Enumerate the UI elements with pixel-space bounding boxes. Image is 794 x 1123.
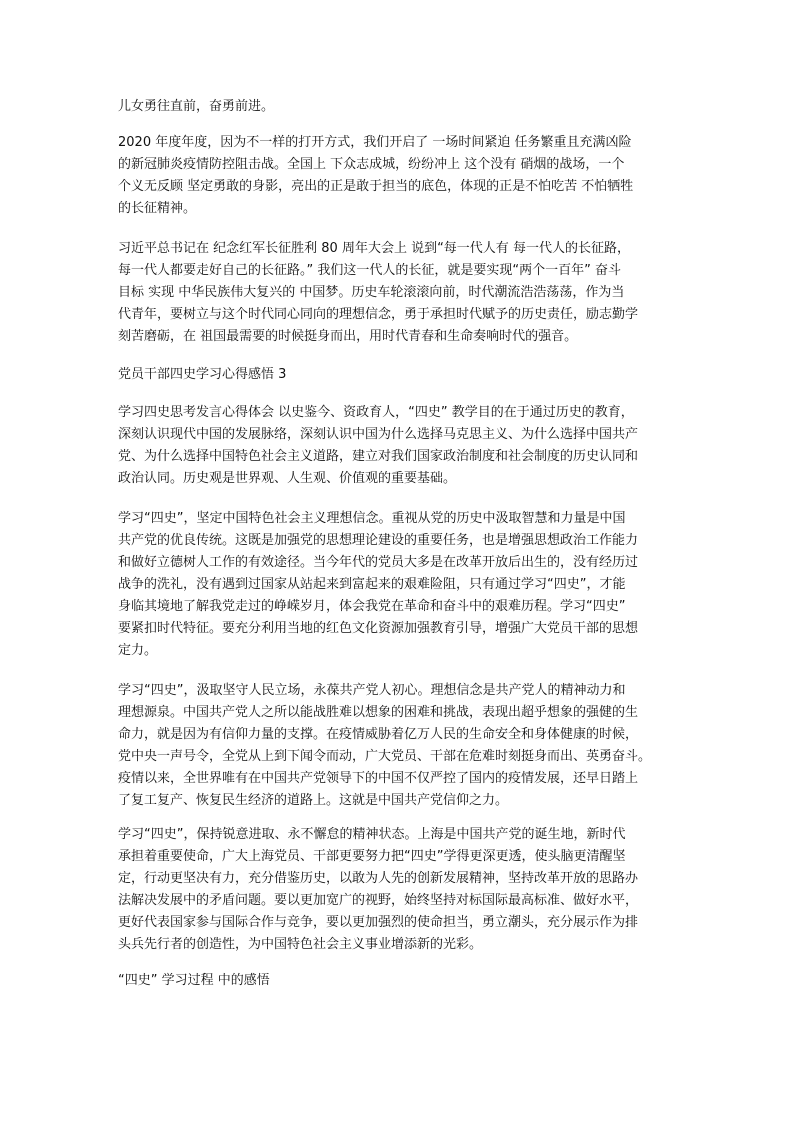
text-line: 法解决发展中的矛盾问题。要以更加宽广的视野，始终坚持对标国际最高标准、做好水平， — [118, 893, 639, 908]
paragraph-1 — [118, 96, 684, 118]
text-line: 身临其境地了解我党走过的峥嵘岁月，体会我党在革命和奋斗中的艰难历程。学习“四史” — [118, 599, 626, 614]
text-line: 更好代表国家参与国际合作与竞争，要以更加强烈的使命担当，勇立潮头，充分展示作为排 — [118, 915, 639, 930]
text-line: 个义无反顾 坚定勇敢的身影，亮出的正是敢于担当的底色，体现的正是不怕吃苦 不怕牺牲 — [118, 179, 634, 194]
text-line: 学习“四史”，保持锐意进取、永不懈怠的精神状态。上海是中国共产党的诞生地，新时代 — [118, 827, 626, 842]
text-line: 的长征精神。 — [118, 201, 197, 216]
text-line: 头兵先行者的创造性，为中国特色社会主义事业增添新的光彩。 — [118, 937, 483, 952]
text-line: 深刻认识现代中国的发展脉络，深刻认识中国为什么选择马克思主义、为什么选择中国共产 — [118, 427, 639, 442]
text-line: 疫情以来，全世界唯有在中国共产党领导下的中国不仅严控了国内的疫情发展，还早日踏上 — [118, 771, 639, 786]
text-line: 命力，就是因为有信仰力量的支撑。在疫情威胁着亿万人民的生命安全和身体健康的时候， — [118, 727, 639, 742]
text-line: 理想源泉。中国共产党人之所以能战胜难以想象的困难和挑战，表现出超乎想象的强健的生 — [118, 705, 639, 720]
text-line: 目标 实现 中华民族伟大复兴的 中国梦。历史车轮滚滚向前，时代潮流浩浩荡荡，作为当 — [118, 285, 625, 300]
heading-line: 党员干部四史学习心得感悟 3 — [118, 367, 287, 382]
text-line: 要紧扣时代特征。要充分利用当地的红色文化资源加强教育引导，增强广大党员干部的思想 — [118, 621, 639, 636]
text-line: 政治认同。历史观是世界观、人生观、价值观的重要基础。 — [118, 471, 457, 486]
text-line: 儿女勇往直前，奋勇前进。 — [118, 99, 275, 114]
text-line: 定力。 — [118, 643, 158, 658]
text-line: 共产党的优良传统。这既是加强党的思想理论建设的重要任务，也是增强思想政治工作能力 — [118, 533, 639, 548]
paragraph-6 — [118, 680, 684, 812]
text-line: 代青年，要树立与这个时代同心同向的理想信念，勇于承担时代赋予的历史责任，励志勤学 — [118, 307, 639, 322]
text-line: 学习四史思考发言心得体会 以史鉴今、资政育人，“四史” 教学目的在于通过历史的教育， — [118, 405, 634, 420]
paragraph-3 — [118, 238, 684, 348]
text-line: 每一代人都要走好自己的长征路。” 我们这一代人的长征，就是要实现“两个一百年” 奋斗 — [118, 263, 621, 278]
text-line: 2020 年度年度，因为不一样的打开方式，我们开启了 一场时间紧迫 任务繁重且充满凶险 — [118, 135, 632, 150]
text-line: 了复工复产、恢复民生经济的道路上。这就是中国共产党信仰之力。 — [118, 793, 509, 808]
text-line: 习近平总书记在 纪念红军长征胜利 80 周年大会上 说到“每一代人有 每一代人的长征路， — [118, 241, 630, 256]
paragraph-5 — [118, 508, 684, 662]
paragraph-7 — [118, 824, 684, 956]
text-line: 学习“四史”，汲取坚守人民立场，永葆共产党人初心。理想信念是共产党人的精神动力和 — [118, 683, 626, 698]
text-line: 党、为什么选择中国特色社会主义道路，建立对我们国家政治制度和社会制度的历史认同和 — [118, 449, 639, 464]
text-line: 党中央一声号令，全党从上到下闻令而动，广大党员、干部在危难时刻挺身而出、英勇奋斗。 — [118, 749, 652, 764]
text-line: 定，行动更坚决有力，充分借鉴历史，以敢为人先的创新发展精神，坚持改革开放的思路办 — [118, 871, 639, 886]
text-line: 的新冠肺炎疫情防控阻击战。全国上 下众志成城，纷纷冲上 这个没有 硝烟的战场，一个 — [118, 157, 625, 172]
paragraph-4 — [118, 402, 684, 490]
section-heading — [118, 364, 684, 386]
text-line: 学习“四史”，坚定中国特色社会主义理想信念。重视从党的历史中汲取智慧和力量是中国 — [118, 511, 626, 526]
text-line: 战争的洗礼，没有遇到过国家从站起来到富起来的艰难险阻，只有通过学习“四史”，才能 — [118, 577, 626, 592]
text-line: 刻苦磨砺，在 祖国最需要的时候挺身而出，用时代青春和生命奏响时代的强音。 — [118, 329, 578, 344]
text-line: 承担着重要使命，广大上海党员、干部更要努力把“四史”学得更深更透，使头脑更清醒坚 — [118, 849, 626, 864]
paragraph-2 — [118, 132, 684, 220]
text-line: 和做好立德树人工作的有效途径。当今年代的党员大多是在改革开放后出生的，没有经历过 — [118, 555, 639, 570]
section-heading — [118, 970, 684, 992]
heading-line: “四史” 学习过程 中的感悟 — [118, 973, 270, 988]
